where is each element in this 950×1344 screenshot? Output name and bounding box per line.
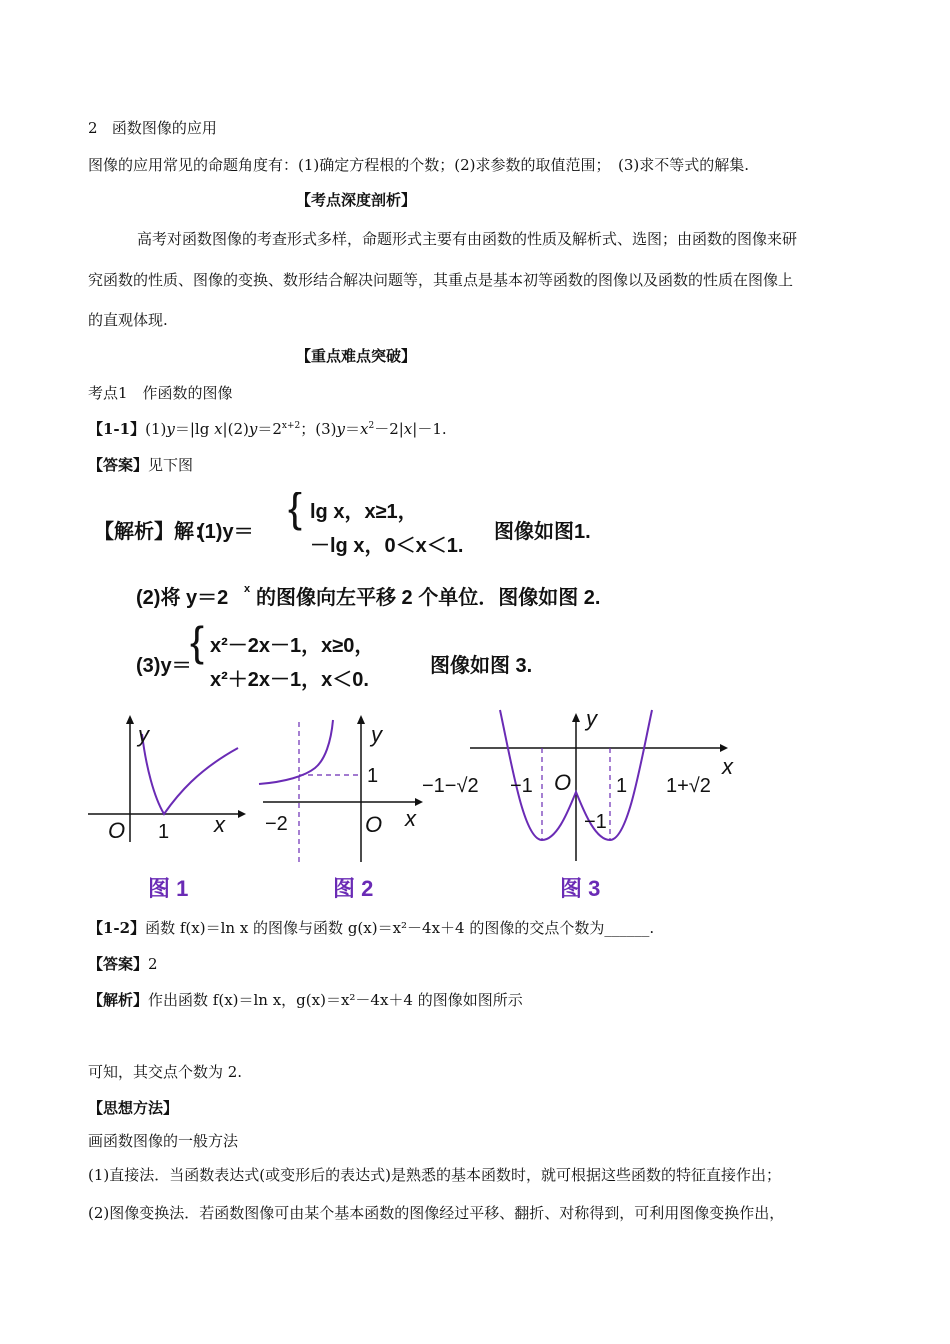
figure-2 (255, 712, 425, 907)
method-item-1: (1)直接法．当函数表达式(或变形后的表达式)是熟悉的基本函数时，就可根据这些函数的特征直接作出； (88, 1166, 781, 1184)
x-label: x (405, 806, 416, 831)
var-x: x (214, 420, 223, 438)
section-number: 2 (88, 119, 98, 137)
method-title: 画函数图像的一般方法 (88, 1132, 239, 1150)
brace-1: { (288, 492, 303, 531)
answer-1-1 (88, 455, 193, 475)
solution-image (88, 492, 648, 712)
x-label: x (214, 812, 225, 837)
section-title: 函数图像的应用 (111, 119, 217, 137)
analysis-1-2 (88, 990, 523, 1010)
analysis-tag: 【解析】 (88, 991, 149, 1009)
tick-right-root-label: 1+√2 (666, 775, 711, 797)
tick-1-label: 1 (158, 821, 170, 843)
x-arrow-icon (238, 810, 246, 818)
part-1: (1) (145, 420, 167, 438)
solution-1-note: 图像如图1. (494, 521, 591, 543)
key-heading: 【重点难点突破】 (296, 347, 417, 365)
expr: ；(3) (300, 420, 337, 438)
answer-tag: 【答案】 (88, 456, 149, 474)
figure-2-svg (255, 712, 425, 907)
y-label: y (586, 706, 597, 731)
y-label: y (138, 722, 149, 747)
solution-2-rest: 的图像向左平移 2 个单位．图像如图 2. (256, 587, 601, 609)
solution-3-note: 图像如图 3. (430, 655, 533, 677)
section-intro: 图像的应用常见的命题角度有：(1)确定方程根的个数；(2)求参数的取值范围； (3)求不等式的解集. (88, 156, 750, 174)
y-arrow-icon (357, 715, 365, 724)
var-y: y (166, 420, 175, 438)
analysis-text: 作出函数 f(x)＝ln x，g(x)＝x²－4x＋4 的图像如图所示 (148, 991, 523, 1009)
answer-tag: 【答案】 (88, 955, 149, 973)
solution-1-prefix: (1)y＝ (198, 521, 254, 543)
figure-3 (420, 706, 750, 907)
var-x: x (359, 420, 369, 438)
figure-3-svg (420, 706, 750, 907)
var-x: x (403, 420, 413, 438)
solution-tag: 【解析】解： (94, 521, 214, 543)
x-label: x (722, 754, 733, 779)
conclusion-1-2: 可知，其交点个数为 2. (88, 1063, 243, 1081)
solution-1-case2: －lg x，0＜x＜1. (310, 535, 464, 557)
solution-3-prefix: (3)y＝ (136, 655, 192, 677)
expr: |(2) (222, 420, 249, 438)
expr: ＝ (344, 420, 360, 438)
tick-1-label: 1 (616, 775, 628, 797)
curve-abs-lg (142, 734, 238, 814)
method-item-2: (2)图像变换法．若函数图像可由某个基本函数的图像经过平移、翻折、对称得到，可利用图像变换作出， (88, 1204, 785, 1222)
solution-2-exp: x (244, 583, 251, 595)
example-tag: 【1-1】 (88, 420, 146, 438)
tick-left-root-label: −1−√2 (422, 775, 479, 797)
analysis-heading: 【考点深度剖析】 (296, 191, 417, 209)
origin-label: O (108, 818, 126, 843)
answer-text: 2 (148, 955, 158, 973)
section-heading (88, 118, 217, 138)
y-label: y (371, 722, 382, 747)
analysis-para-line2: 究函数的性质、图像的变换、数形结合解决问题等，其重点是基本初等函数的图像以及函数的性质在图像上 (88, 271, 794, 289)
figure-1-svg (88, 712, 248, 907)
expr: ＝2 (257, 420, 282, 438)
var-y: y (336, 420, 345, 438)
var-y: y (248, 420, 258, 438)
solution-1-case1: lg x，x≥1， (310, 501, 418, 523)
y-arrow-icon (126, 715, 134, 724)
y-arrow-icon (572, 713, 580, 722)
expr: －2| (374, 420, 404, 438)
figure-1-caption: 图 1 (148, 876, 189, 901)
solution-svg (88, 492, 648, 712)
brace-3: { (190, 618, 205, 665)
example-1-2 (88, 918, 654, 938)
tick-neg2-label: −2 (265, 813, 288, 835)
answer-1-2 (88, 954, 158, 974)
solution-3-case1: x²－2x－1，x≥0， (210, 635, 375, 657)
analysis-para-line3: 的直观体现. (88, 311, 168, 329)
tick-min-label: −1 (584, 811, 607, 833)
solution-3-case2: x²＋2x－1，x＜0. (210, 669, 369, 691)
expr: ＝|lg (174, 420, 215, 438)
figure-1 (88, 712, 248, 907)
origin-label: O (365, 812, 383, 837)
origin-label: O (554, 770, 572, 795)
figure-2-caption: 图 2 (333, 876, 374, 901)
analysis-para-line1: 高考对函数图像的考查形式多样，命题形式主要有由函数的性质及解析式、选图；由函数的图像来研 (137, 230, 798, 248)
example-question: 函数 f(x)＝ln x 的图像与函数 g(x)＝x²－4x＋4 的图像的交点个数为______. (145, 919, 655, 937)
figure-3-caption: 图 3 (560, 876, 601, 901)
solution-2-start: (2)将 y＝2 (136, 587, 229, 609)
topic-heading: 考点1 作函数的图像 (88, 384, 233, 402)
example-1-1 (88, 419, 447, 439)
tick-1-label: 1 (367, 765, 379, 787)
tick-neg1-label: −1 (510, 775, 533, 797)
exponent: x+2 (281, 421, 301, 431)
exponent: 2 (368, 421, 375, 431)
method-heading: 【思想方法】 (88, 1099, 179, 1117)
expr: |－1. (412, 420, 447, 438)
answer-text: 见下图 (148, 456, 194, 474)
x-arrow-icon (720, 744, 728, 752)
example-tag: 【1-2】 (88, 919, 146, 937)
